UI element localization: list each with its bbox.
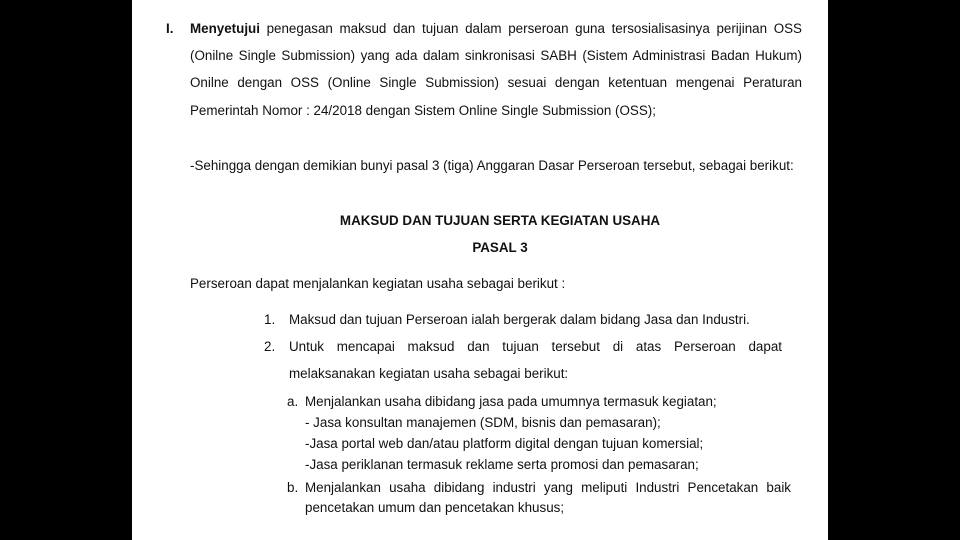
sub-b-line-1: Menjalankan usaha dibidang industri yang meliputi Industri Pencetakan baik (305, 480, 791, 495)
sub-a-bullet-3: -Jasa periklanan termasuk reklame serta promosi dan pemasaran; (305, 457, 699, 472)
item-2-line-2: melaksanakan kegiatan usaha sebagai berikut: (289, 366, 569, 381)
sub-a-text: Menjalankan usaha dibidang jasa pada umumnya termasuk kegiatan; (305, 394, 717, 409)
item-2-line-1: Untuk mencapai maksud dan tujuan tersebut di atas Perseroan dapat (289, 339, 782, 354)
clause-line-1-rest: penegasan maksud dan tujuan dalam perseroan guna tersosialisasinya perijinan OSS (266, 21, 802, 36)
item-1-text: Maksud dan tujuan Perseroan ialah bergerak dalam bidang Jasa dan Industri. (289, 312, 750, 327)
intro-text: Perseroan dapat menjalankan kegiatan usaha sebagai berikut : (190, 276, 566, 291)
section-heading: MAKSUD DAN TUJUAN SERTA KEGIATAN USAHA (339, 213, 661, 228)
sub-b-label: b. (287, 480, 299, 495)
sub-a-bullet-1: - Jasa konsultan manajemen (SDM, bisnis dan pemasaran); (305, 415, 661, 430)
clause-roman-numeral: I. (166, 21, 174, 36)
clause-line-2: (Onilne Single Submission) yang ada dalam sinkronisasi SABH (Sistem Administrasi Badan Hukum) (190, 48, 802, 63)
item-1-number: 1. (264, 312, 276, 327)
pasal-heading: PASAL 3 (472, 240, 528, 255)
clause-lead-bold: Menyetujui (190, 21, 260, 36)
sub-a-label: a. (287, 394, 299, 409)
sub-a-bullet-2: -Jasa portal web dan/atau platform digital dengan tujuan komersial; (305, 436, 704, 451)
clause-line-1 (190, 21, 802, 36)
document-page (132, 0, 828, 540)
item-2-number: 2. (264, 339, 276, 354)
sub-b-line-2: pencetakan umum dan pencetakan khusus; (305, 500, 565, 515)
clause-line-3: Onilne dengan OSS (Online Single Submission) sesuai dengan ketentuan mengenai Peraturan (190, 75, 802, 90)
transition-sentence: -Sehingga dengan demikian bunyi pasal 3 (tiga) Anggaran Dasar Perseroan tersebut, sebagai berikut: (190, 158, 794, 173)
clause-line-4: Pemerintah Nomor : 24/2018 dengan Sistem Online Single Submission (OSS); (190, 103, 656, 118)
